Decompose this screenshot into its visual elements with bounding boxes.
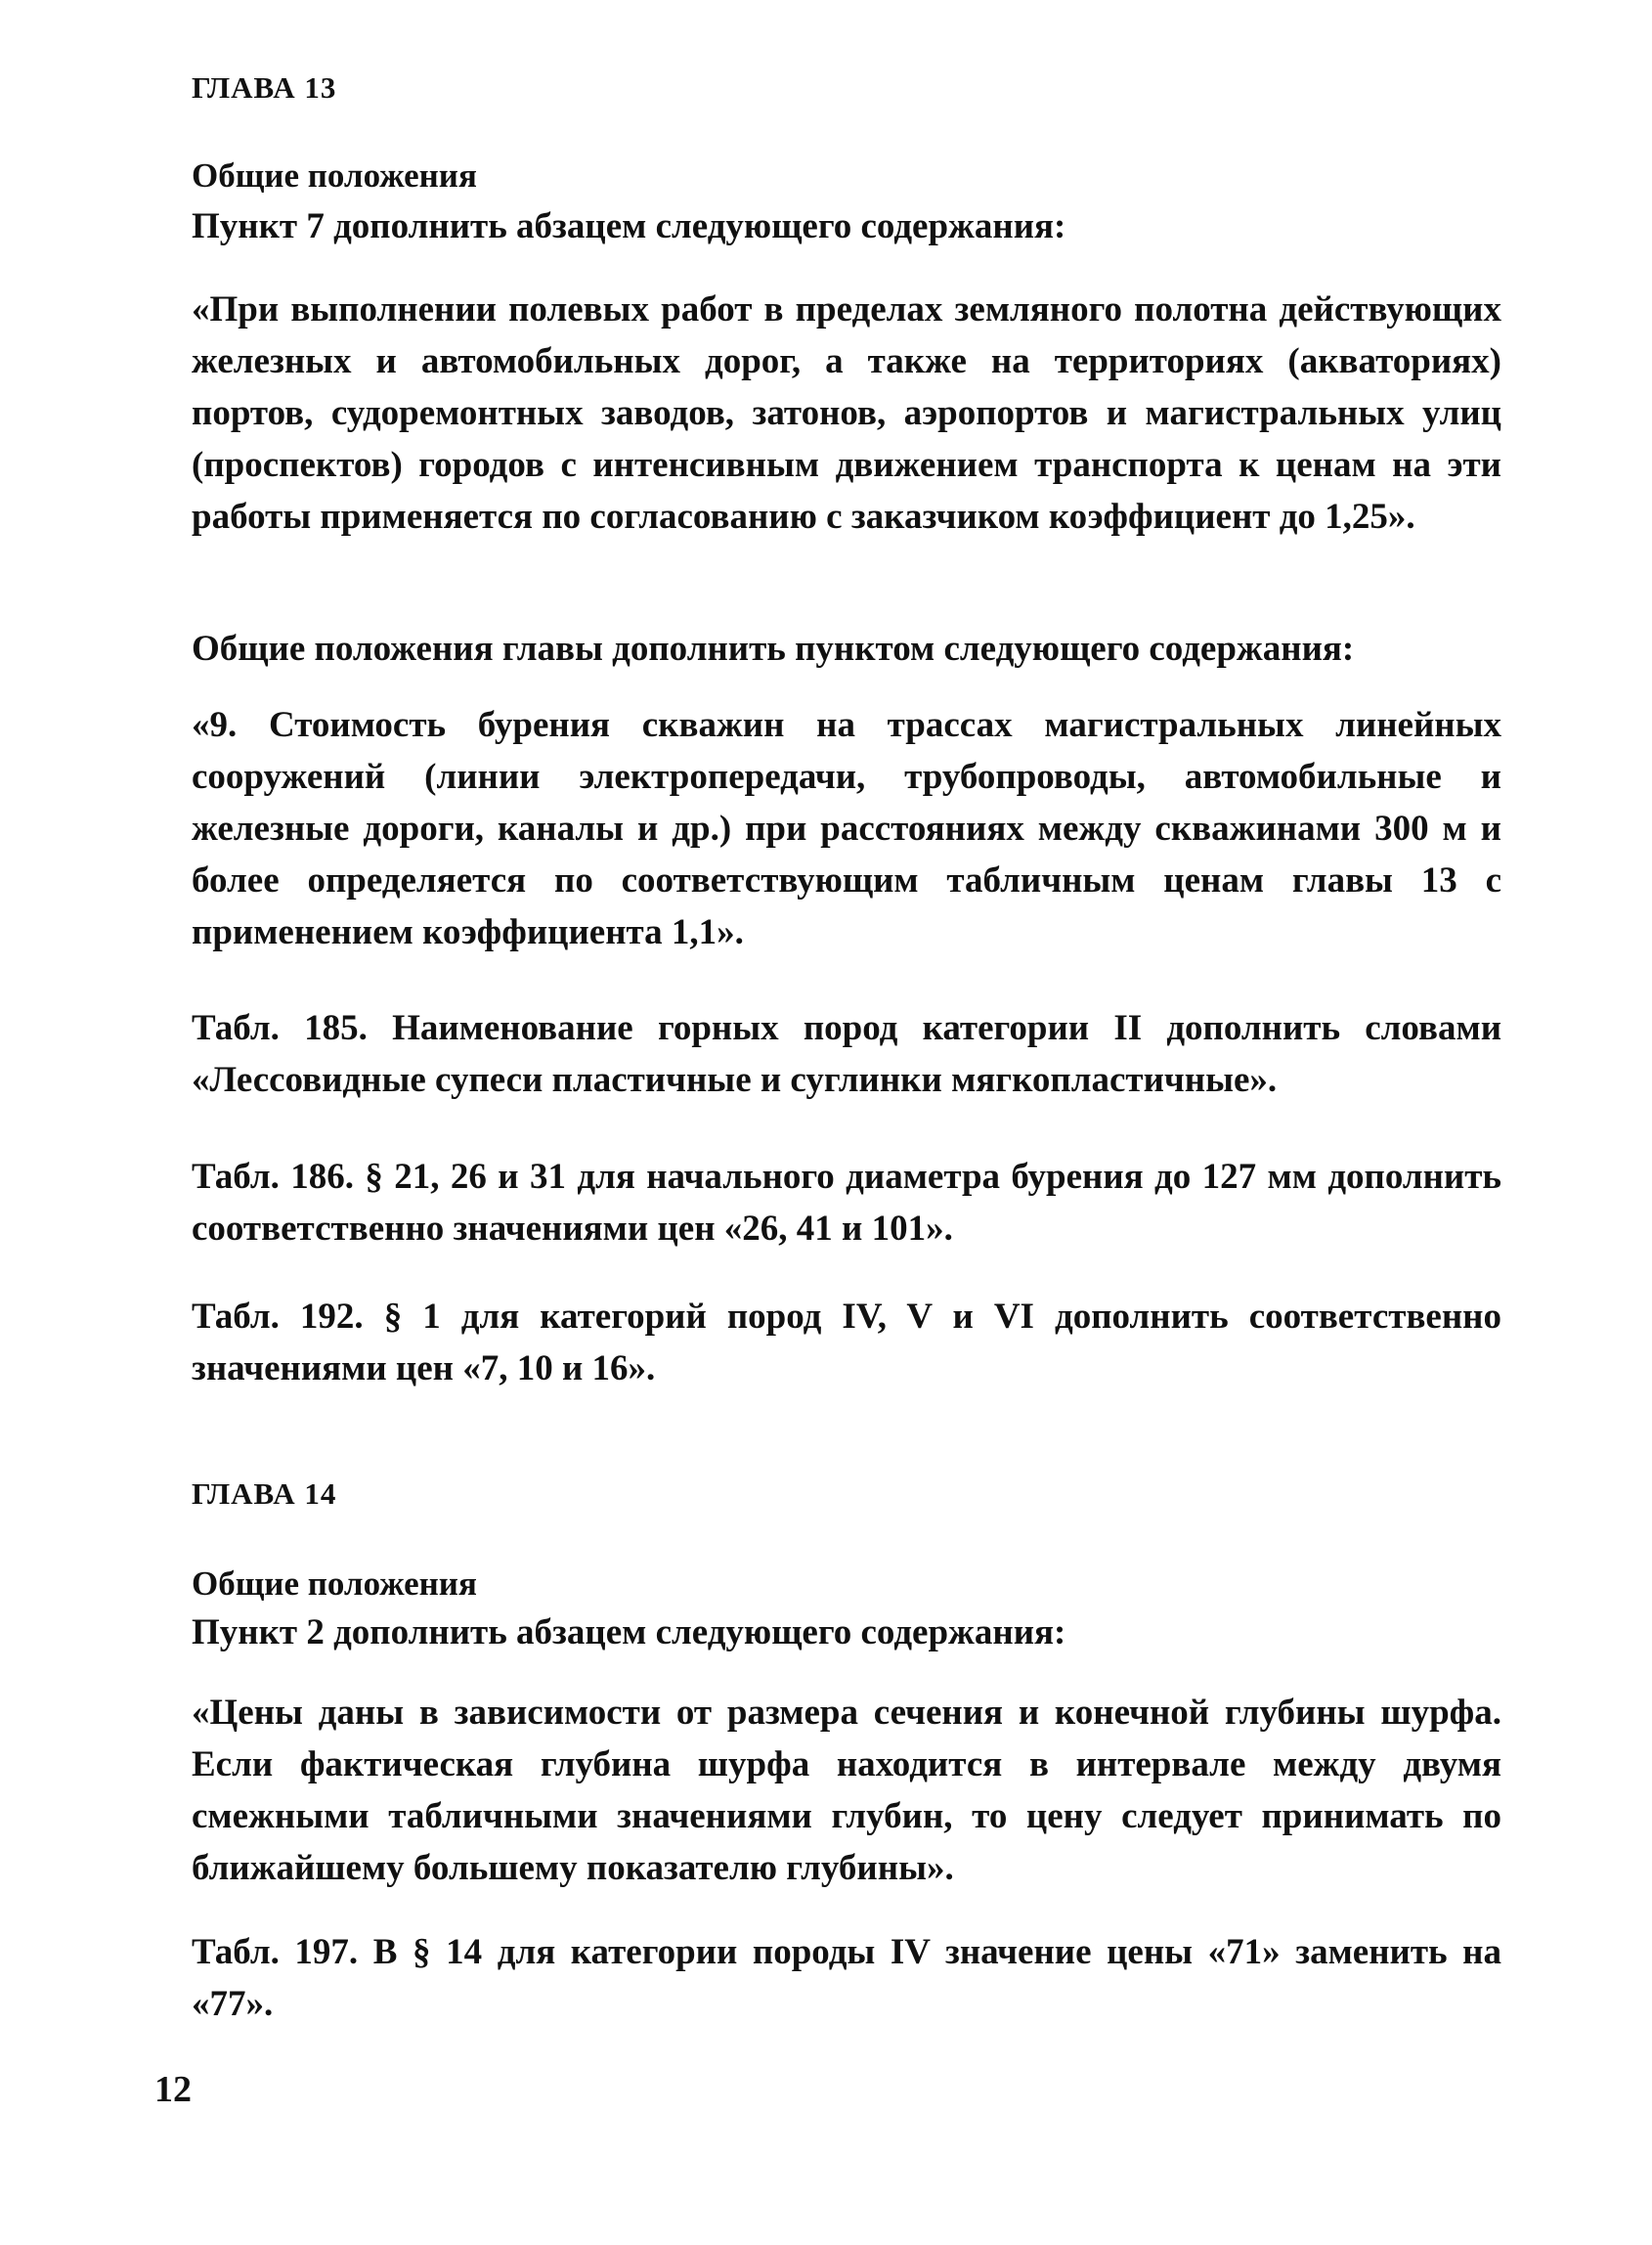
- chapter-14-item2-quote: «Цены даны в зависимости от размера сечения и конечной глубины шурфа. Если фактическая глубина шурфа находится в интервале между двумя смежными табличными значениями глубин, то цену следует принимать по ближайшему большему показателю глубины».: [192, 1693, 1501, 1888]
- table-197-ref: Табл. 197.: [192, 1932, 359, 1972]
- table-186-ref: Табл. 186.: [192, 1157, 354, 1197]
- chapter-13-item7-intro: Пункт 7 дополнить абзацем следующего содержания:: [192, 206, 1066, 246]
- table-192-ref: Табл. 192.: [192, 1297, 364, 1337]
- table-192-note: [192, 1291, 1501, 1394]
- table-197-text: В § 14 для категории породы IV значение цены «71» заменить на «77».: [192, 1932, 1501, 2024]
- chapter-13-section-title: Общие положения: [192, 156, 477, 195]
- table-185-note: [192, 1002, 1501, 1106]
- table-185-ref: Табл. 185.: [192, 1008, 368, 1048]
- table-186-text: § 21, 26 и 31 для начального диаметра бурения до 127 мм дополнить соответственно значениями цен «26, 41 и 101».: [192, 1157, 1501, 1249]
- table-186-note: [192, 1151, 1501, 1255]
- chapter-14-heading: ГЛАВА 14: [192, 1476, 337, 1511]
- chapter-13-item7-quote: «При выполнении полевых работ в пределах земляного полотна действующих железных и автомобильных дорог, а также на территориях (акваториях) портов, судоремонтных заводов, затонов, аэропортов и магистральных улиц (проспектов) городов с интенсивным движением транспорта к ценам на эти работы применяется по согласованию с заказчиком коэффициент до 1,25».: [192, 289, 1501, 537]
- page-number: 12: [154, 2069, 192, 2110]
- chapter-13-general-intro: Общие положения главы дополнить пунктом следующего содержания:: [192, 629, 1355, 669]
- chapter-14-item2-intro: Пункт 2 дополнить абзацем следующего содержания:: [192, 1612, 1066, 1652]
- table-197-note: [192, 1926, 1501, 2030]
- chapter-14-section-title: Общие положения: [192, 1564, 477, 1603]
- table-185-text: Наименование горных пород категории II дополнить словами «Лессовидные супеси пластичные и суглинки мягкопластичные».: [192, 1008, 1502, 1100]
- chapter-13-heading: ГЛАВА 13: [192, 70, 337, 105]
- table-192-text: § 1 для категорий пород IV, V и VI дополнить соответственно значениями цен «7, 10 и 16».: [192, 1297, 1501, 1388]
- chapter-13-item9-quote: «9. Стоимость бурения скважин на трассах магистральных линейных сооружений (линии электропередачи, трубопроводы, автомобильные и железные дороги, каналы и др.) при расстояниях между скважинами 300 м и более определяется по соответствующим табличным ценам главы 13 с применением коэффициента 1,1».: [192, 705, 1501, 952]
